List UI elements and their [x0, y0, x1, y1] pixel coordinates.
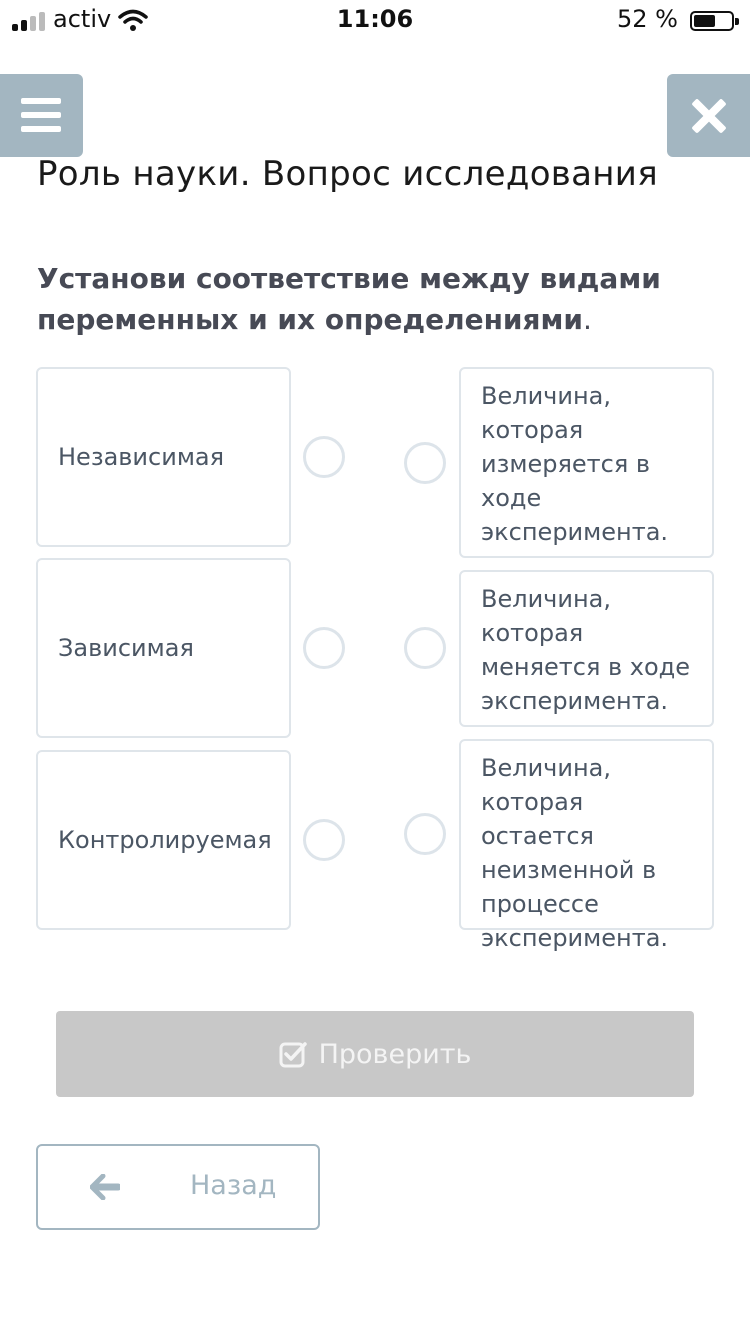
- right-connector-radio[interactable]: [404, 442, 446, 484]
- status-bar: [0, 0, 750, 42]
- battery-icon: [690, 11, 734, 31]
- menu-button[interactable]: [0, 74, 83, 157]
- left-item-label: Зависимая: [58, 634, 194, 662]
- back-button-label: Назад: [190, 1170, 277, 1201]
- right-item-label: Величина, которая меняется в ходе эксперимента.: [481, 585, 691, 715]
- right-item-label: Величина, которая остается неизменной в процессе эксперимента.: [481, 754, 669, 952]
- question-period: .: [583, 303, 592, 336]
- checkbox-check-icon: [279, 1040, 307, 1068]
- left-item-independent[interactable]: [36, 367, 291, 547]
- right-item-changed[interactable]: [459, 570, 714, 727]
- right-connector-radio[interactable]: [404, 813, 446, 855]
- battery-percentage: 52 %: [617, 5, 678, 33]
- page-title: Роль науки. Вопрос исследования: [37, 154, 658, 194]
- left-connector-radio[interactable]: [303, 627, 345, 669]
- battery-tip: [735, 18, 739, 25]
- left-item-label: Независимая: [58, 443, 225, 471]
- check-button-label: Проверить: [318, 1038, 472, 1070]
- left-item-dependent[interactable]: [36, 558, 291, 738]
- left-connector-radio[interactable]: [303, 819, 345, 861]
- check-button[interactable]: [56, 1011, 694, 1097]
- right-item-constant[interactable]: [459, 739, 714, 952]
- left-item-label: Контролируемая: [58, 826, 272, 854]
- right-item-label: Величина, которая измеряется в ходе эксперимента.: [481, 382, 669, 546]
- status-time: 11:06: [336, 5, 414, 33]
- question-text: [37, 258, 717, 340]
- right-connector-radio[interactable]: [404, 627, 446, 669]
- back-button[interactable]: [36, 1144, 320, 1230]
- left-item-controlled[interactable]: [36, 750, 291, 930]
- close-button[interactable]: [667, 74, 750, 157]
- right-item-measured[interactable]: [459, 367, 714, 558]
- carrier-name: activ: [53, 5, 112, 33]
- arrow-left-icon: [90, 1174, 120, 1200]
- left-connector-radio[interactable]: [303, 436, 345, 478]
- question-body: Установи соответствие между видами переменных и их определениями: [37, 262, 661, 336]
